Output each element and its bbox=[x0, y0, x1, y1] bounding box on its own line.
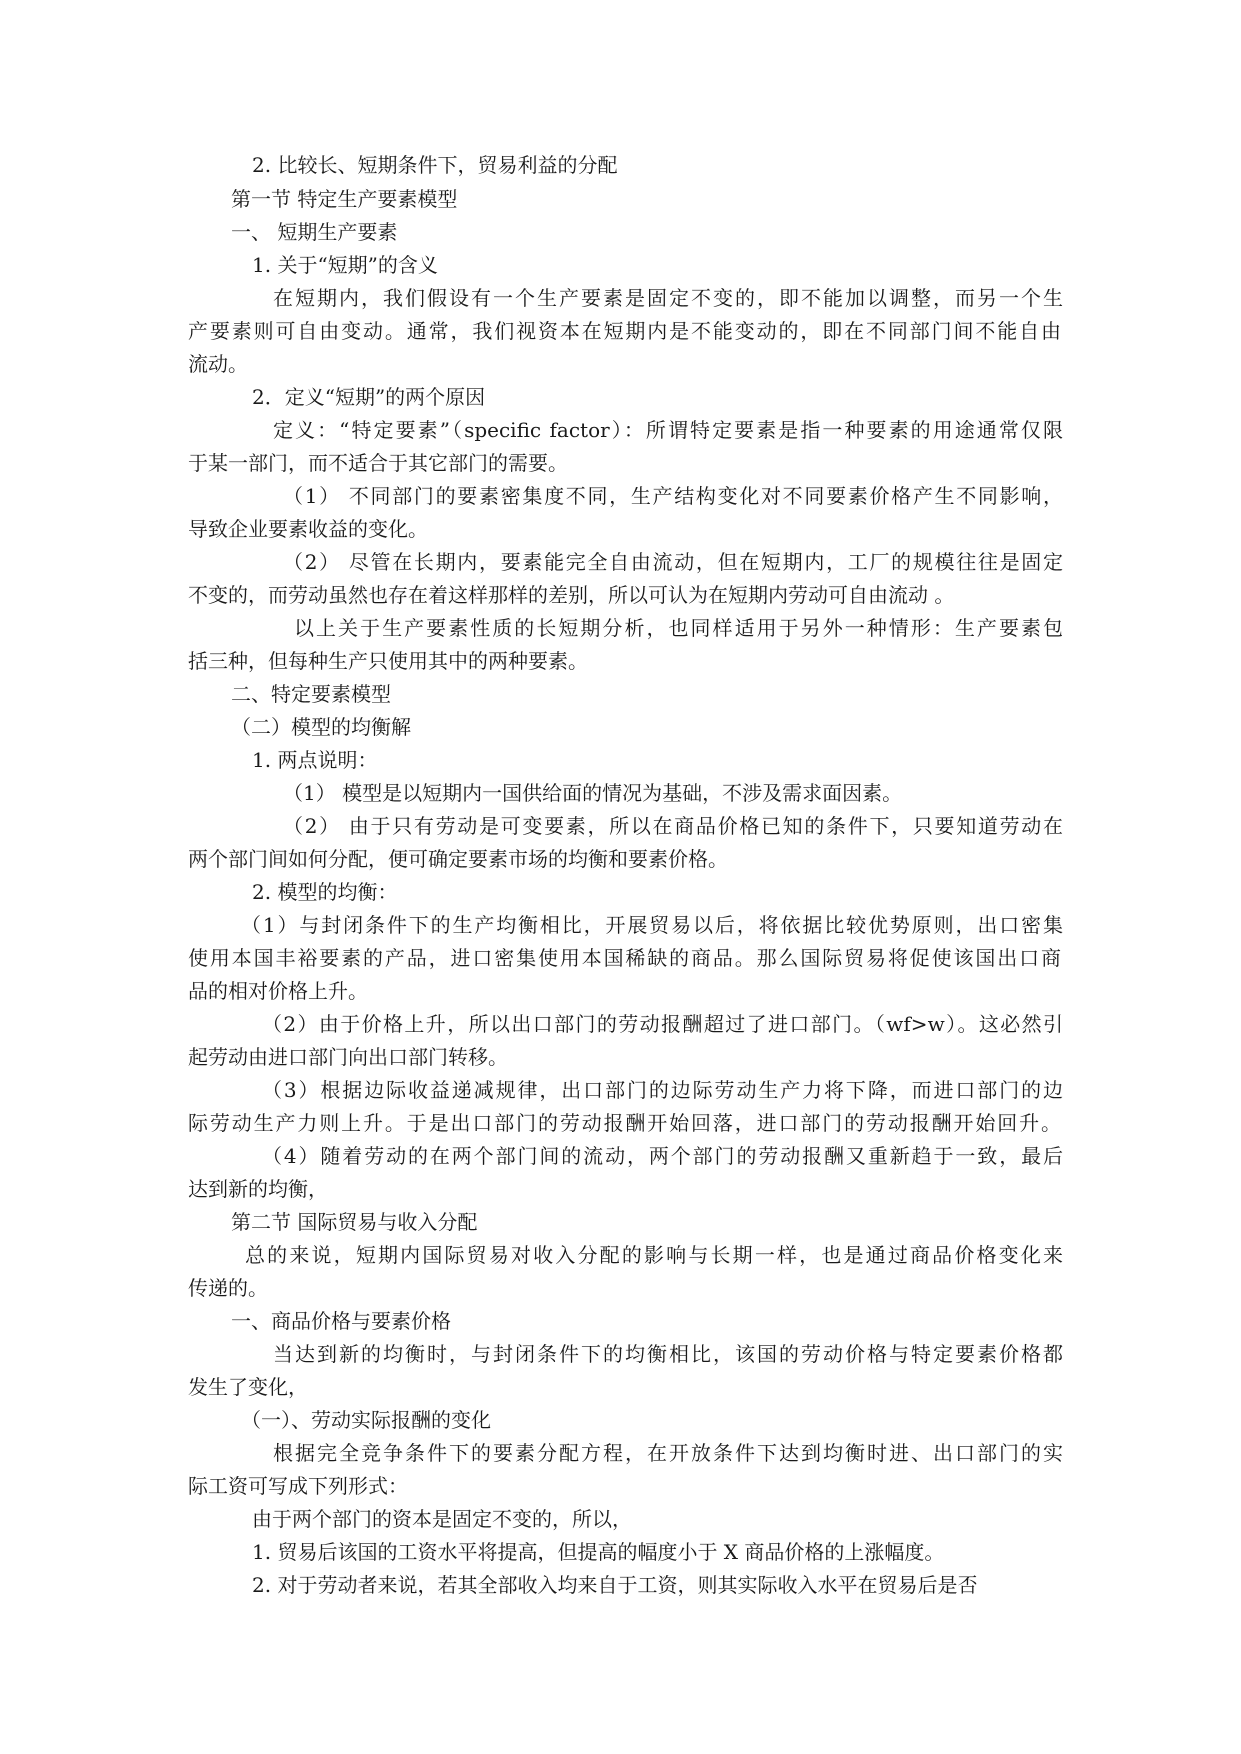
paragraph-line: 根据完全竞争条件下的要素分配方程，在开放条件下达到均衡时进、出口部门的实 bbox=[273, 1441, 1063, 1465]
paragraph-line: 定义：“特定要素”（specific factor）：所谓特定要素是指一种要素的用途通常仅限 bbox=[273, 418, 1063, 442]
paragraph-line: （2） 尽管在长期内，要素能完全自由流动，但在短期内，工厂的规模往往是固定 bbox=[283, 550, 1063, 574]
paragraph-line: 当达到新的均衡时，与封闭条件下的均衡相比，该国的劳动价格与特定要素价格都 bbox=[273, 1342, 1063, 1366]
paragraph-line: 不变的，而劳动虽然也存在着这样那样的差别，所以可认为在短期内劳动可自由流动 。 bbox=[188, 583, 955, 607]
paragraph-line: 际劳动生产力则上升。于是出口部门的劳动报酬开始回落，进口部门的劳动报酬开始回升。 bbox=[188, 1111, 1061, 1135]
paragraph-line: 起劳动由进口部门向出口部门转移。 bbox=[188, 1045, 508, 1069]
paragraph-line: 总的来说，短期内国际贸易对收入分配的影响与长期一样，也是通过商品价格变化来 bbox=[245, 1243, 1063, 1267]
paragraph-line: 产要素则可自由变动。通常，我们视资本在短期内是不能变动的，即在不同部门间不能自由 bbox=[188, 319, 1061, 343]
subheading: （二）模型的均衡解 bbox=[231, 715, 411, 739]
paragraph-line: 1. 贸易后该国的工资水平将提高，但提高的幅度小于 X 商品价格的上涨幅度。 bbox=[252, 1540, 945, 1564]
subheading: 1. 关于“短期”的含义 bbox=[252, 253, 438, 277]
paragraph-line: （2）由于价格上升，所以出口部门的劳动报酬超过了进口部门。（wf>w）。这必然引 bbox=[262, 1012, 1063, 1036]
paragraph-line: 达到新的均衡， bbox=[188, 1177, 328, 1201]
paragraph-line: 导致企业要素收益的变化。 bbox=[188, 517, 428, 541]
subheading: 二、特定要素模型 bbox=[231, 682, 391, 706]
paragraph-line: 使用本国丰裕要素的产品，进口密集使用本国稀缺的商品。那么国际贸易将促使该国出口商 bbox=[188, 946, 1061, 970]
subheading: 2. 模型的均衡： bbox=[252, 880, 398, 904]
paragraph-line: （3）根据边际收益递减规律，出口部门的边际劳动生产力将下降，而进口部门的边 bbox=[262, 1078, 1063, 1102]
subheading: 1. 两点说明： bbox=[252, 748, 378, 772]
paragraph-line: 两个部门间如何分配，便可确定要素市场的均衡和要素价格。 bbox=[188, 847, 728, 871]
paragraph-line: 括三种，但每种生产只使用其中的两种要素。 bbox=[188, 649, 588, 673]
paragraph-line: （2） 由于只有劳动是可变要素，所以在商品价格已知的条件下，只要知道劳动在 bbox=[283, 814, 1063, 838]
subheading: 2．定义“短期”的两个原因 bbox=[252, 385, 486, 409]
paragraph-line: 品的相对价格上升。 bbox=[188, 979, 368, 1003]
text-line: 2. 比较长、短期条件下，贸易利益的分配 bbox=[252, 153, 618, 177]
paragraph-line: （1）与封闭条件下的生产均衡相比，开展贸易以后，将依据比较优势原则，出口密集 bbox=[241, 913, 1063, 937]
paragraph-line: 由于两个部门的资本是固定不变的，所以， bbox=[252, 1507, 632, 1531]
subheading: （一）、劳动实际报酬的变化 bbox=[241, 1408, 491, 1432]
paragraph-line: （1） 模型是以短期内一国供给面的情况为基础，不涉及需求面因素。 bbox=[283, 781, 903, 805]
subheading: 一、 短期生产要素 bbox=[231, 220, 398, 244]
paragraph-line: 流动。 bbox=[188, 352, 248, 376]
paragraph-line: 于某一部门，而不适合于其它部门的需要。 bbox=[188, 451, 568, 475]
paragraph-line: 2. 对于劳动者来说，若其全部收入均来自于工资，则其实际收入水平在贸易后是否 bbox=[252, 1573, 978, 1597]
paragraph-line: （4）随着劳动的在两个部门间的流动，两个部门的劳动报酬又重新趋于一致，最后 bbox=[262, 1144, 1063, 1168]
paragraph-line: 以上关于生产要素性质的长短期分析，也同样适用于另外一种情形：生产要素包 bbox=[294, 616, 1063, 640]
paragraph-line: 传递的。 bbox=[188, 1276, 268, 1300]
paragraph-line: 际工资可写成下列形式： bbox=[188, 1474, 408, 1498]
subheading: 一、商品价格与要素价格 bbox=[231, 1309, 451, 1333]
paragraph-line: （1） 不同部门的要素密集度不同，生产结构变化对不同要素价格产生不同影响， bbox=[283, 484, 1063, 508]
paragraph-line: 在短期内，我们假设有一个生产要素是固定不变的，即不能加以调整，而另一个生 bbox=[273, 286, 1063, 310]
paragraph-line: 发生了变化， bbox=[188, 1375, 308, 1399]
section-heading: 第二节 国际贸易与收入分配 bbox=[231, 1210, 478, 1234]
section-heading: 第一节 特定生产要素模型 bbox=[231, 187, 458, 211]
